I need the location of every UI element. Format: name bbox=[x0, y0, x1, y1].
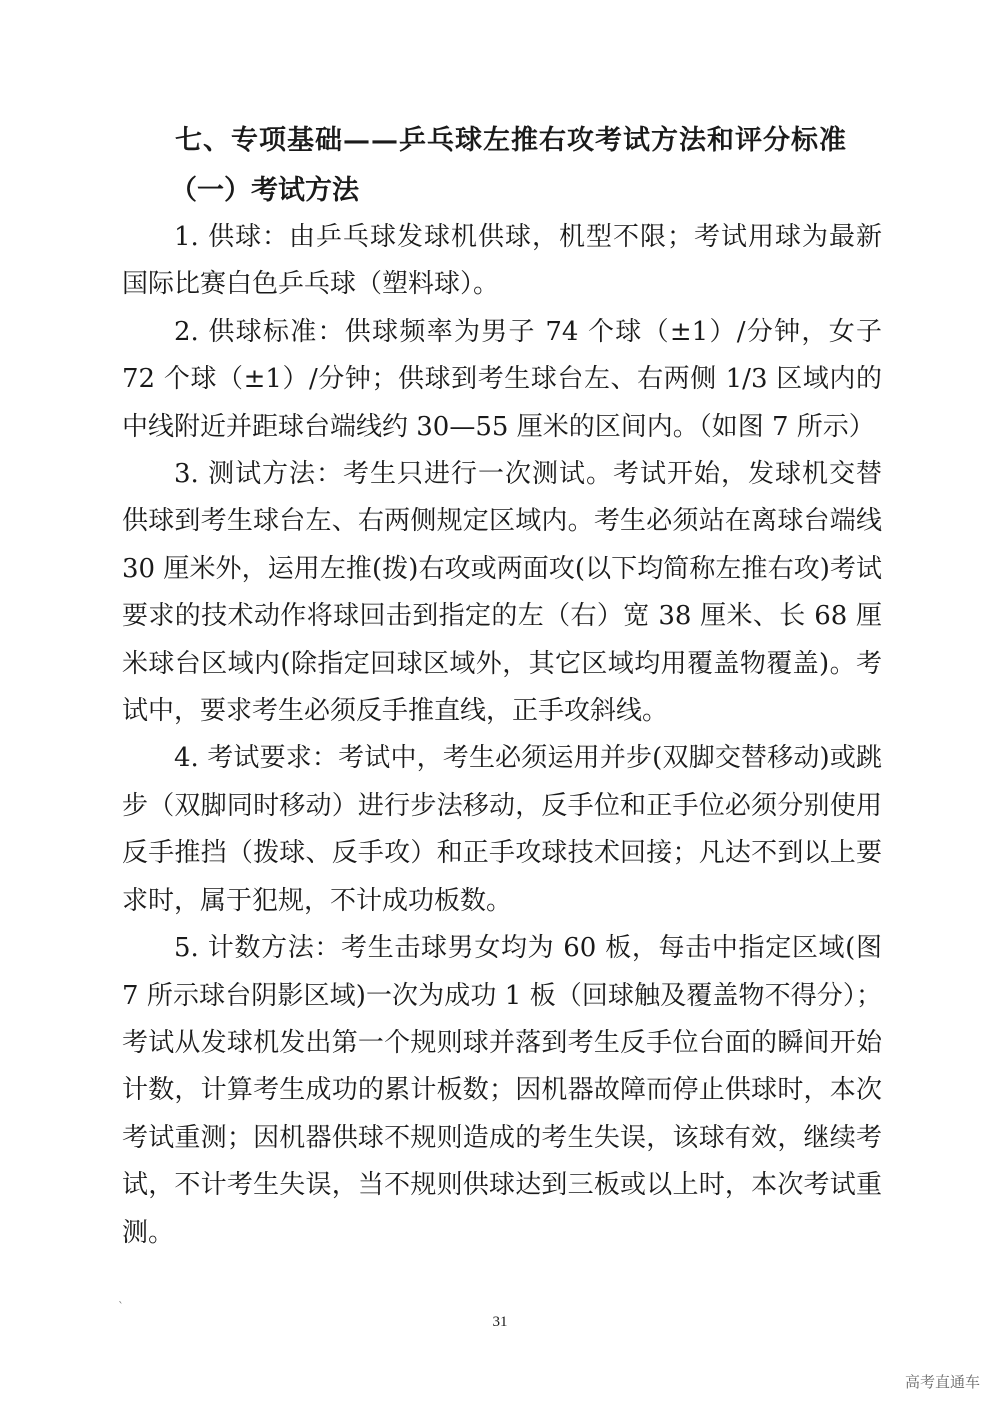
paragraph-supply-standard: 2. 供球标准：供球频率为男子 74 个球（±1）/分钟，女子 72 个球（±1）/分钟；供球到考生球台左、右两侧 1/3 区域内的中线附近并距球台端线约 30—55 厘米的区间内。（如图 7 所示） bbox=[122, 316, 882, 442]
document-title: 七、专项基础——乒乓球左推右攻考试方法和评分标准 bbox=[175, 125, 847, 156]
page-number: 31 bbox=[492, 1314, 508, 1330]
paragraph-test-method: 3. 测试方法：考生只进行一次测试。考试开始，发球机交替供球到考生球台左、右两侧规定区域内。考生必须站在离球台端线 30 厘米外，运用左推(拨)右攻或两面攻(以下均简称左推右攻)考试要求的技术动作将球回击到指定的左（右）宽 38 厘米、长 68 厘米球台区域内(除指定回球区域外，其它区域均用覆盖物覆盖)。考试中，要求考生必须反手推直线，正手攻斜线。 bbox=[122, 459, 882, 727]
body-text bbox=[122, 214, 882, 1257]
paragraph-requirements: 4. 考试要求：考试中，考生必须运用并步(双脚交替移动)或跳步（双脚同时移动）进行步法移动，反手位和正手位必须分别使用反手推挡（拨球、反手攻）和正手攻球技术回接；凡达不到以上要求时，属于犯规，不计成功板数。 bbox=[122, 743, 882, 916]
paragraph-counting: 5. 计数方法：考生击球男女均为 60 板，每击中指定区域(图 7 所示球台阴影区域)一次为成功 1 板（回球触及覆盖物不得分）；考试从发球机发出第一个规则球并落到考生反手位台面的瞬间开始计数，计算考生成功的累计板数；因机器故障而停止供球时，本次考试重测；因机器供球不规则造成的考生失误，该球有效，继续考试，不计考生失误，当不规则供球达到三板或以上时，本次考试重测。 bbox=[122, 933, 882, 1248]
stray-mark: ` bbox=[118, 1300, 124, 1314]
section-heading: （一）考试方法 bbox=[170, 175, 359, 206]
watermark: 高考直通车 bbox=[904, 1373, 980, 1391]
paragraph-supply: 1. 供球：由乒乓球发球机供球，机型不限；考试用球为最新国际比赛白色乒乓球（塑料球）。 bbox=[122, 222, 882, 300]
